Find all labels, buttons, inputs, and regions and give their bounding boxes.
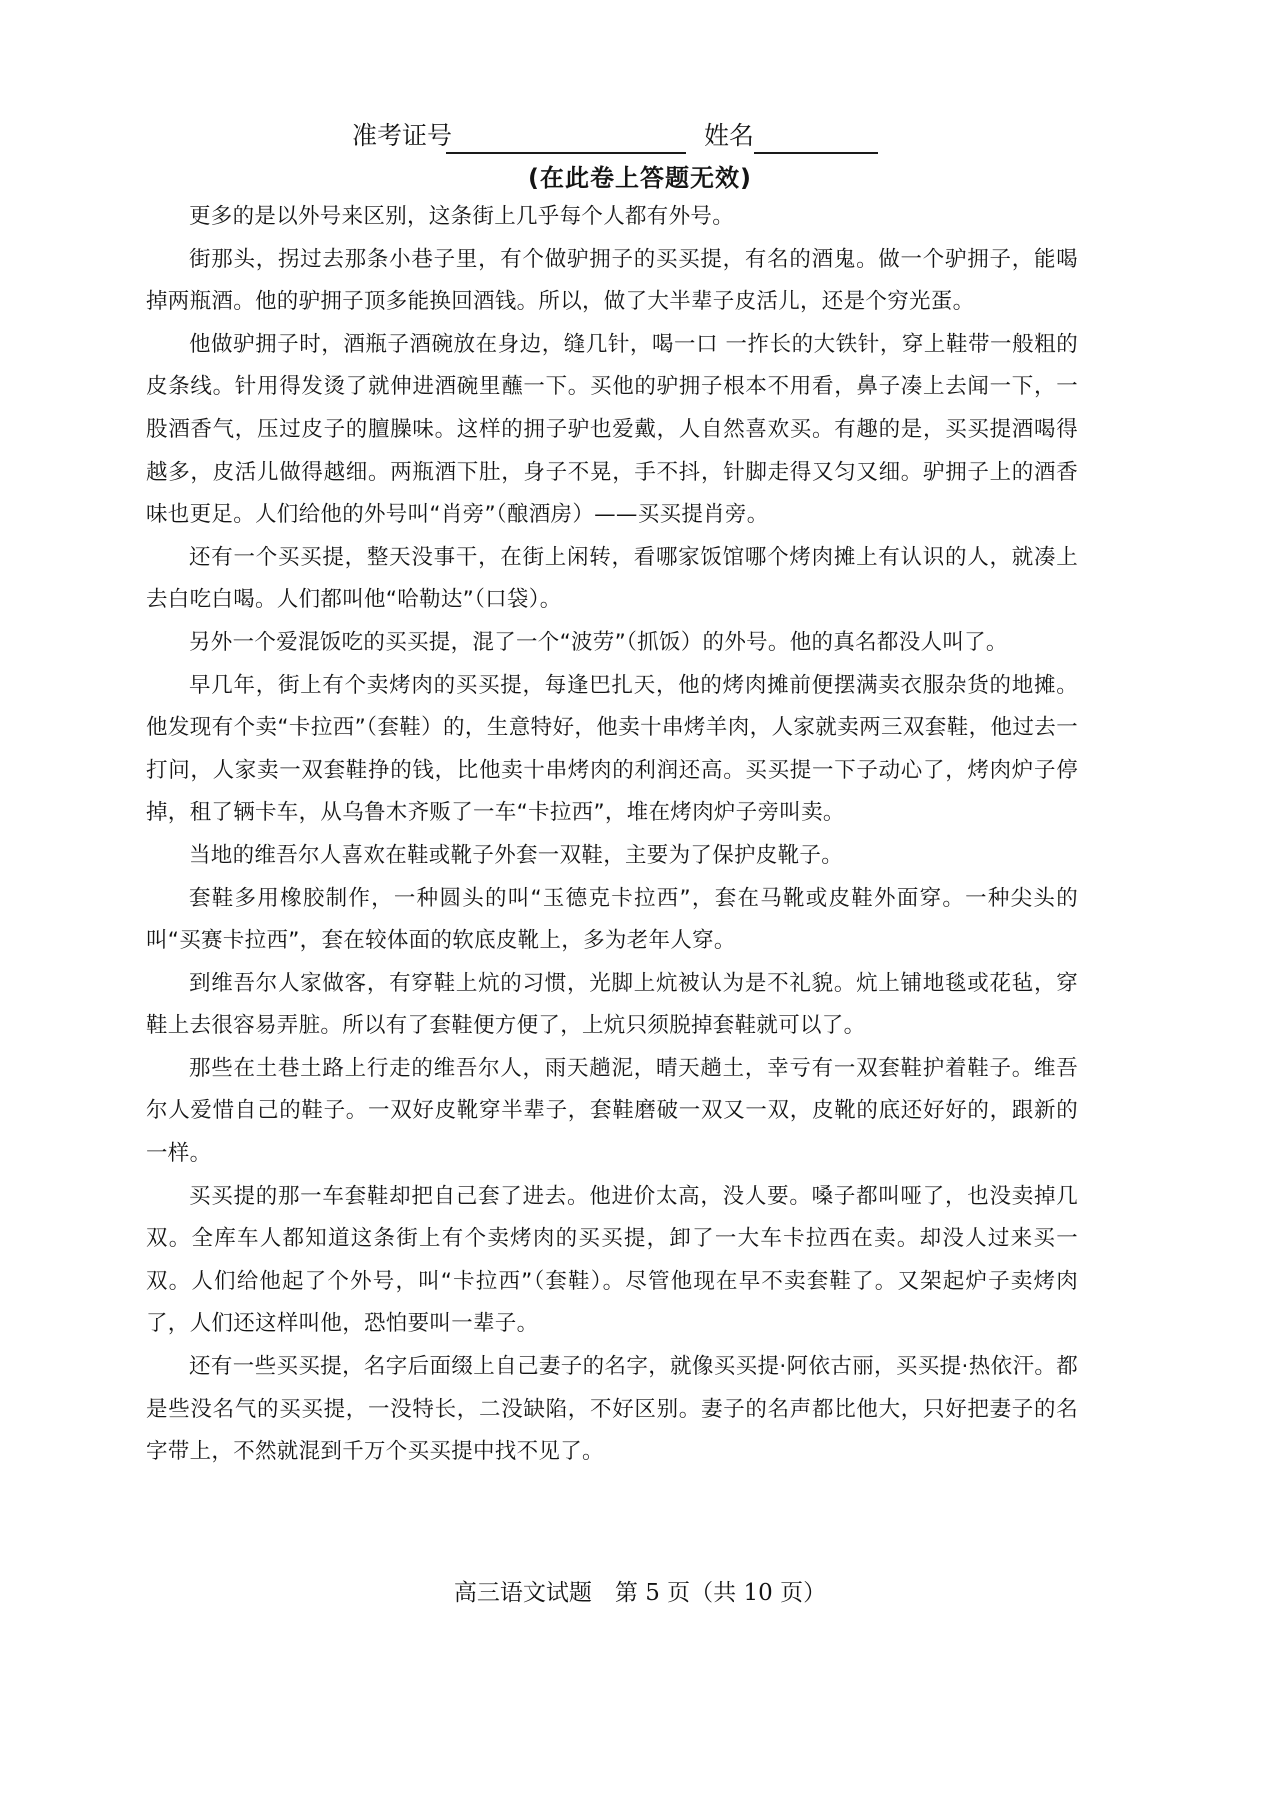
name-blank [754, 152, 878, 154]
paragraph: 他做驴拥子时，酒瓶子酒碗放在身边，缝几针，喝一口 一拃长的大铁针，穿上鞋带一般粗的皮条线。针用得发烫了就伸进酒碗里蘸一下。买他的驴拥子根本不用看，鼻子凑上去闻一下，一股酒香气，压过皮子的膻臊味。这样的拥子驴也爱戴，人自然喜欢买。有趣的是，买买提酒喝得越多，皮活儿做得越细。两瓶酒下肚，身子不晃，手不抖，针脚走得又匀又细。驴拥子上的酒香味也更足。人们给他的外号叫“肖旁”（酿酒房）——买买提肖旁。 [146, 331, 1078, 528]
passage-body [146, 196, 1078, 1474]
paragraph: 还有一些买买提，名字后面缀上自己妻子的名字，就像买买提·阿依古丽，买买提·热依汗。都是些没名气的买买提，一没特长，二没缺陷，不好区别。妻子的名声都比他大，只好把妻子的名字带上，不然就混到千万个买买提中找不见了。 [146, 1354, 1078, 1465]
paragraph: 当地的维吾尔人喜欢在鞋或靴子外套一双鞋，主要为了保护皮靴子。 [189, 842, 844, 868]
exam-id-blank [446, 152, 686, 154]
exam-id-label: 准考证号 [352, 121, 453, 150]
paragraph: 还有一个买买提，整天没事干，在街上闲转，看哪家饭馆哪个烤肉摊上有认识的人，就凑上去白吃白喝。人们都叫他“哈勒达”（口袋）。 [146, 544, 1078, 613]
paragraph: 街那头，拐过去那条小巷子里，有个做驴拥子的买买提，有名的酒鬼。做一个驴拥子，能喝掉两瓶酒。他的驴拥子顶多能换回酒钱。所以，做了大半辈子皮活儿，还是个穷光蛋。 [146, 246, 1078, 315]
exam-header [0, 116, 1280, 160]
name-label: 姓名 [704, 121, 755, 150]
answer-invalid-notice: (在此卷上答题无效) [528, 164, 752, 192]
paragraph: 更多的是以外号来区别，这条街上几乎每个人都有外号。 [189, 204, 735, 229]
paragraph: 早几年，街上有个卖烤肉的买买提，每逢巴扎天，他的烤肉摊前便摆满卖衣服杂货的地摊。他发现有个卖“卡拉西”（套鞋）的，生意特好，他卖十串烤羊肉，人家就卖两三双套鞋，他过去一打问，人家卖一双套鞋挣的钱，比他卖十串烤肉的利润还高。买买提一下子动心了，烤肉炉子停掉，租了辆卡车，从乌鲁木齐贩了一车“卡拉西”，堆在烤肉炉子旁叫卖。 [146, 672, 1078, 826]
paragraph: 套鞋多用橡胶制作，一种圆头的叫“玉德克卡拉西”，套在马靴或皮鞋外面穿。一种尖头的叫“买赛卡拉西”，套在较体面的软底皮靴上，多为老年人穿。 [146, 885, 1078, 954]
paragraph: 另外一个爱混饭吃的买买提，混了一个“波劳”（抓饭）的外号。他的真名都没人叫了。 [189, 629, 1008, 655]
page-footer: 高三语文试题 第 5 页（共 10 页） [453, 1580, 827, 1606]
paragraph: 那些在土巷土路上行走的维吾尔人，雨天趟泥，晴天趟土，幸亏有一双套鞋护着鞋子。维吾尔人爱惜自己的鞋子。一双好皮靴穿半辈子，套鞋磨破一双又一双，皮靴的底还好好的，跟新的一样。 [146, 1055, 1078, 1167]
paragraph: 买买提的那一车套鞋却把自己套了进去。他进价太高，没人要。嗓子都叫哑了，也没卖掉几双。全库车人都知道这条街上有个卖烤肉的买买提，卸了一大车卡拉西在卖。却没人过来买一双。人们给他起了个外号，叫“卡拉西”（套鞋）。尽管他现在早不卖套鞋了。又架起炉子卖烤肉了，人们还这样叫他，恐怕要叫一辈子。 [146, 1183, 1078, 1337]
paragraph: 到维吾尔人家做客，有穿鞋上炕的习惯，光脚上炕被认为是不礼貌。炕上铺地毯或花毡，穿鞋上去很容易弄脏。所以有了套鞋便方便了，上炕只须脱掉套鞋就可以了。 [146, 970, 1078, 1039]
